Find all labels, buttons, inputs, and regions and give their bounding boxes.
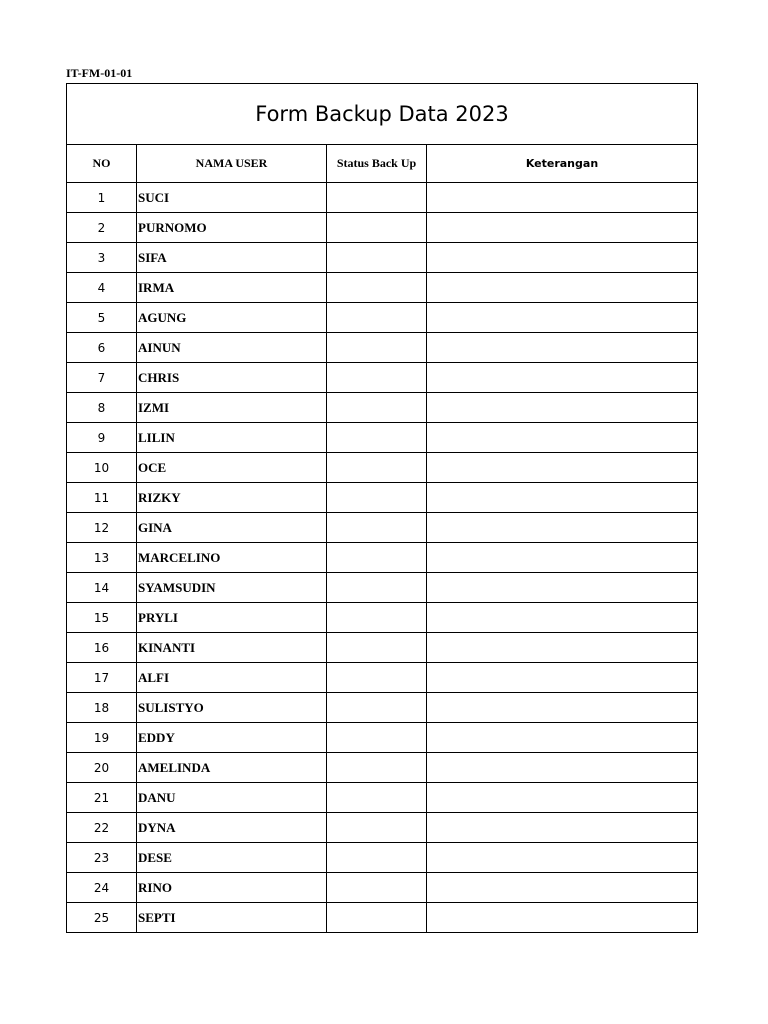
- row-user-name: GINA: [137, 513, 327, 543]
- row-keterangan[interactable]: [427, 813, 698, 843]
- row-number: 9: [67, 423, 137, 453]
- row-number: 3: [67, 243, 137, 273]
- row-status-backup[interactable]: [327, 603, 427, 633]
- row-number: 20: [67, 753, 137, 783]
- row-status-backup[interactable]: [327, 393, 427, 423]
- row-status-backup[interactable]: [327, 783, 427, 813]
- row-number: 16: [67, 633, 137, 663]
- row-keterangan[interactable]: [427, 483, 698, 513]
- row-keterangan[interactable]: [427, 573, 698, 603]
- table-row: [67, 333, 698, 363]
- row-number: 24: [67, 873, 137, 903]
- row-status-backup[interactable]: [327, 843, 427, 873]
- row-keterangan[interactable]: [427, 543, 698, 573]
- row-user-name: MARCELINO: [137, 543, 327, 573]
- row-user-name: DYNA: [137, 813, 327, 843]
- row-user-name: RINO: [137, 873, 327, 903]
- row-number: 23: [67, 843, 137, 873]
- row-status-backup[interactable]: [327, 213, 427, 243]
- row-keterangan[interactable]: [427, 303, 698, 333]
- row-keterangan[interactable]: [427, 633, 698, 663]
- row-user-name: SEPTI: [137, 903, 327, 933]
- row-number: 2: [67, 213, 137, 243]
- row-status-backup[interactable]: [327, 753, 427, 783]
- table-row: [67, 693, 698, 723]
- row-keterangan[interactable]: [427, 333, 698, 363]
- row-status-backup[interactable]: [327, 633, 427, 663]
- row-keterangan[interactable]: [427, 453, 698, 483]
- row-status-backup[interactable]: [327, 723, 427, 753]
- table-row: [67, 783, 698, 813]
- table-body: [67, 84, 698, 933]
- table-row: [67, 453, 698, 483]
- table-row: [67, 213, 698, 243]
- row-user-name: OCE: [137, 453, 327, 483]
- row-number: 4: [67, 273, 137, 303]
- header-status-backup: Status Back Up: [327, 145, 427, 183]
- row-status-backup[interactable]: [327, 183, 427, 213]
- row-user-name: AGUNG: [137, 303, 327, 333]
- row-user-name: LILIN: [137, 423, 327, 453]
- row-user-name: SIFA: [137, 243, 327, 273]
- row-number: 8: [67, 393, 137, 423]
- row-number: 15: [67, 603, 137, 633]
- table-row: [67, 753, 698, 783]
- table-row: [67, 663, 698, 693]
- row-number: 21: [67, 783, 137, 813]
- row-user-name: EDDY: [137, 723, 327, 753]
- row-user-name: PRYLI: [137, 603, 327, 633]
- row-number: 1: [67, 183, 137, 213]
- row-keterangan[interactable]: [427, 243, 698, 273]
- row-keterangan[interactable]: [427, 873, 698, 903]
- row-number: 22: [67, 813, 137, 843]
- row-status-backup[interactable]: [327, 273, 427, 303]
- table-row: [67, 303, 698, 333]
- row-status-backup[interactable]: [327, 243, 427, 273]
- header-row: [67, 145, 698, 183]
- row-user-name: SYAMSUDIN: [137, 573, 327, 603]
- row-status-backup[interactable]: [327, 483, 427, 513]
- header-keterangan: Keterangan: [427, 145, 698, 183]
- row-number: 7: [67, 363, 137, 393]
- header-nama-user: NAMA USER: [137, 145, 327, 183]
- row-number: 10: [67, 453, 137, 483]
- row-number: 11: [67, 483, 137, 513]
- row-user-name: IZMI: [137, 393, 327, 423]
- row-keterangan[interactable]: [427, 273, 698, 303]
- row-number: 17: [67, 663, 137, 693]
- row-user-name: KINANTI: [137, 633, 327, 663]
- table-row: [67, 423, 698, 453]
- row-number: 18: [67, 693, 137, 723]
- row-number: 13: [67, 543, 137, 573]
- row-status-backup[interactable]: [327, 873, 427, 903]
- row-keterangan[interactable]: [427, 213, 698, 243]
- row-keterangan[interactable]: [427, 843, 698, 873]
- row-keterangan[interactable]: [427, 903, 698, 933]
- row-keterangan[interactable]: [427, 603, 698, 633]
- table-row: [67, 243, 698, 273]
- row-number: 6: [67, 333, 137, 363]
- row-keterangan[interactable]: [427, 693, 698, 723]
- row-user-name: SULISTYO: [137, 693, 327, 723]
- table-row: [67, 603, 698, 633]
- table-row: [67, 843, 698, 873]
- row-keterangan[interactable]: [427, 783, 698, 813]
- table-row: [67, 723, 698, 753]
- table-row: [67, 903, 698, 933]
- document-code: IT-FM-01-01: [66, 66, 133, 80]
- row-status-backup[interactable]: [327, 693, 427, 723]
- row-status-backup[interactable]: [327, 423, 427, 453]
- row-keterangan[interactable]: [427, 723, 698, 753]
- table-row: [67, 393, 698, 423]
- row-user-name: AMELINDA: [137, 753, 327, 783]
- table-row: [67, 513, 698, 543]
- row-keterangan[interactable]: [427, 753, 698, 783]
- row-number: 14: [67, 573, 137, 603]
- table-row: [67, 183, 698, 213]
- row-keterangan[interactable]: [427, 393, 698, 423]
- row-number: 5: [67, 303, 137, 333]
- form-title: Form Backup Data 2023: [67, 84, 698, 145]
- row-user-name: RIZKY: [137, 483, 327, 513]
- table-row: [67, 543, 698, 573]
- row-status-backup[interactable]: [327, 303, 427, 333]
- row-keterangan[interactable]: [427, 363, 698, 393]
- row-status-backup[interactable]: [327, 813, 427, 843]
- row-user-name: SUCI: [137, 183, 327, 213]
- row-status-backup[interactable]: [327, 453, 427, 483]
- row-number: 19: [67, 723, 137, 753]
- row-user-name: ALFI: [137, 663, 327, 693]
- row-user-name: DESE: [137, 843, 327, 873]
- title-row: [67, 84, 698, 145]
- row-keterangan[interactable]: [427, 663, 698, 693]
- table-row: [67, 483, 698, 513]
- row-status-backup[interactable]: [327, 513, 427, 543]
- row-keterangan[interactable]: [427, 183, 698, 213]
- row-user-name: AINUN: [137, 333, 327, 363]
- row-number: 25: [67, 903, 137, 933]
- row-number: 12: [67, 513, 137, 543]
- row-status-backup[interactable]: [327, 573, 427, 603]
- row-status-backup[interactable]: [327, 903, 427, 933]
- header-no: NO: [67, 145, 137, 183]
- table-row: [67, 273, 698, 303]
- row-status-backup[interactable]: [327, 333, 427, 363]
- table-row: [67, 633, 698, 663]
- row-user-name: PURNOMO: [137, 213, 327, 243]
- row-user-name: IRMA: [137, 273, 327, 303]
- row-status-backup[interactable]: [327, 543, 427, 573]
- row-user-name: DANU: [137, 783, 327, 813]
- backup-form-table: [66, 83, 698, 933]
- row-user-name: CHRIS: [137, 363, 327, 393]
- row-keterangan[interactable]: [427, 513, 698, 543]
- row-status-backup[interactable]: [327, 363, 427, 393]
- table-row: [67, 363, 698, 393]
- table-row: [67, 873, 698, 903]
- table-row: [67, 813, 698, 843]
- table-row: [67, 573, 698, 603]
- row-keterangan[interactable]: [427, 423, 698, 453]
- row-status-backup[interactable]: [327, 663, 427, 693]
